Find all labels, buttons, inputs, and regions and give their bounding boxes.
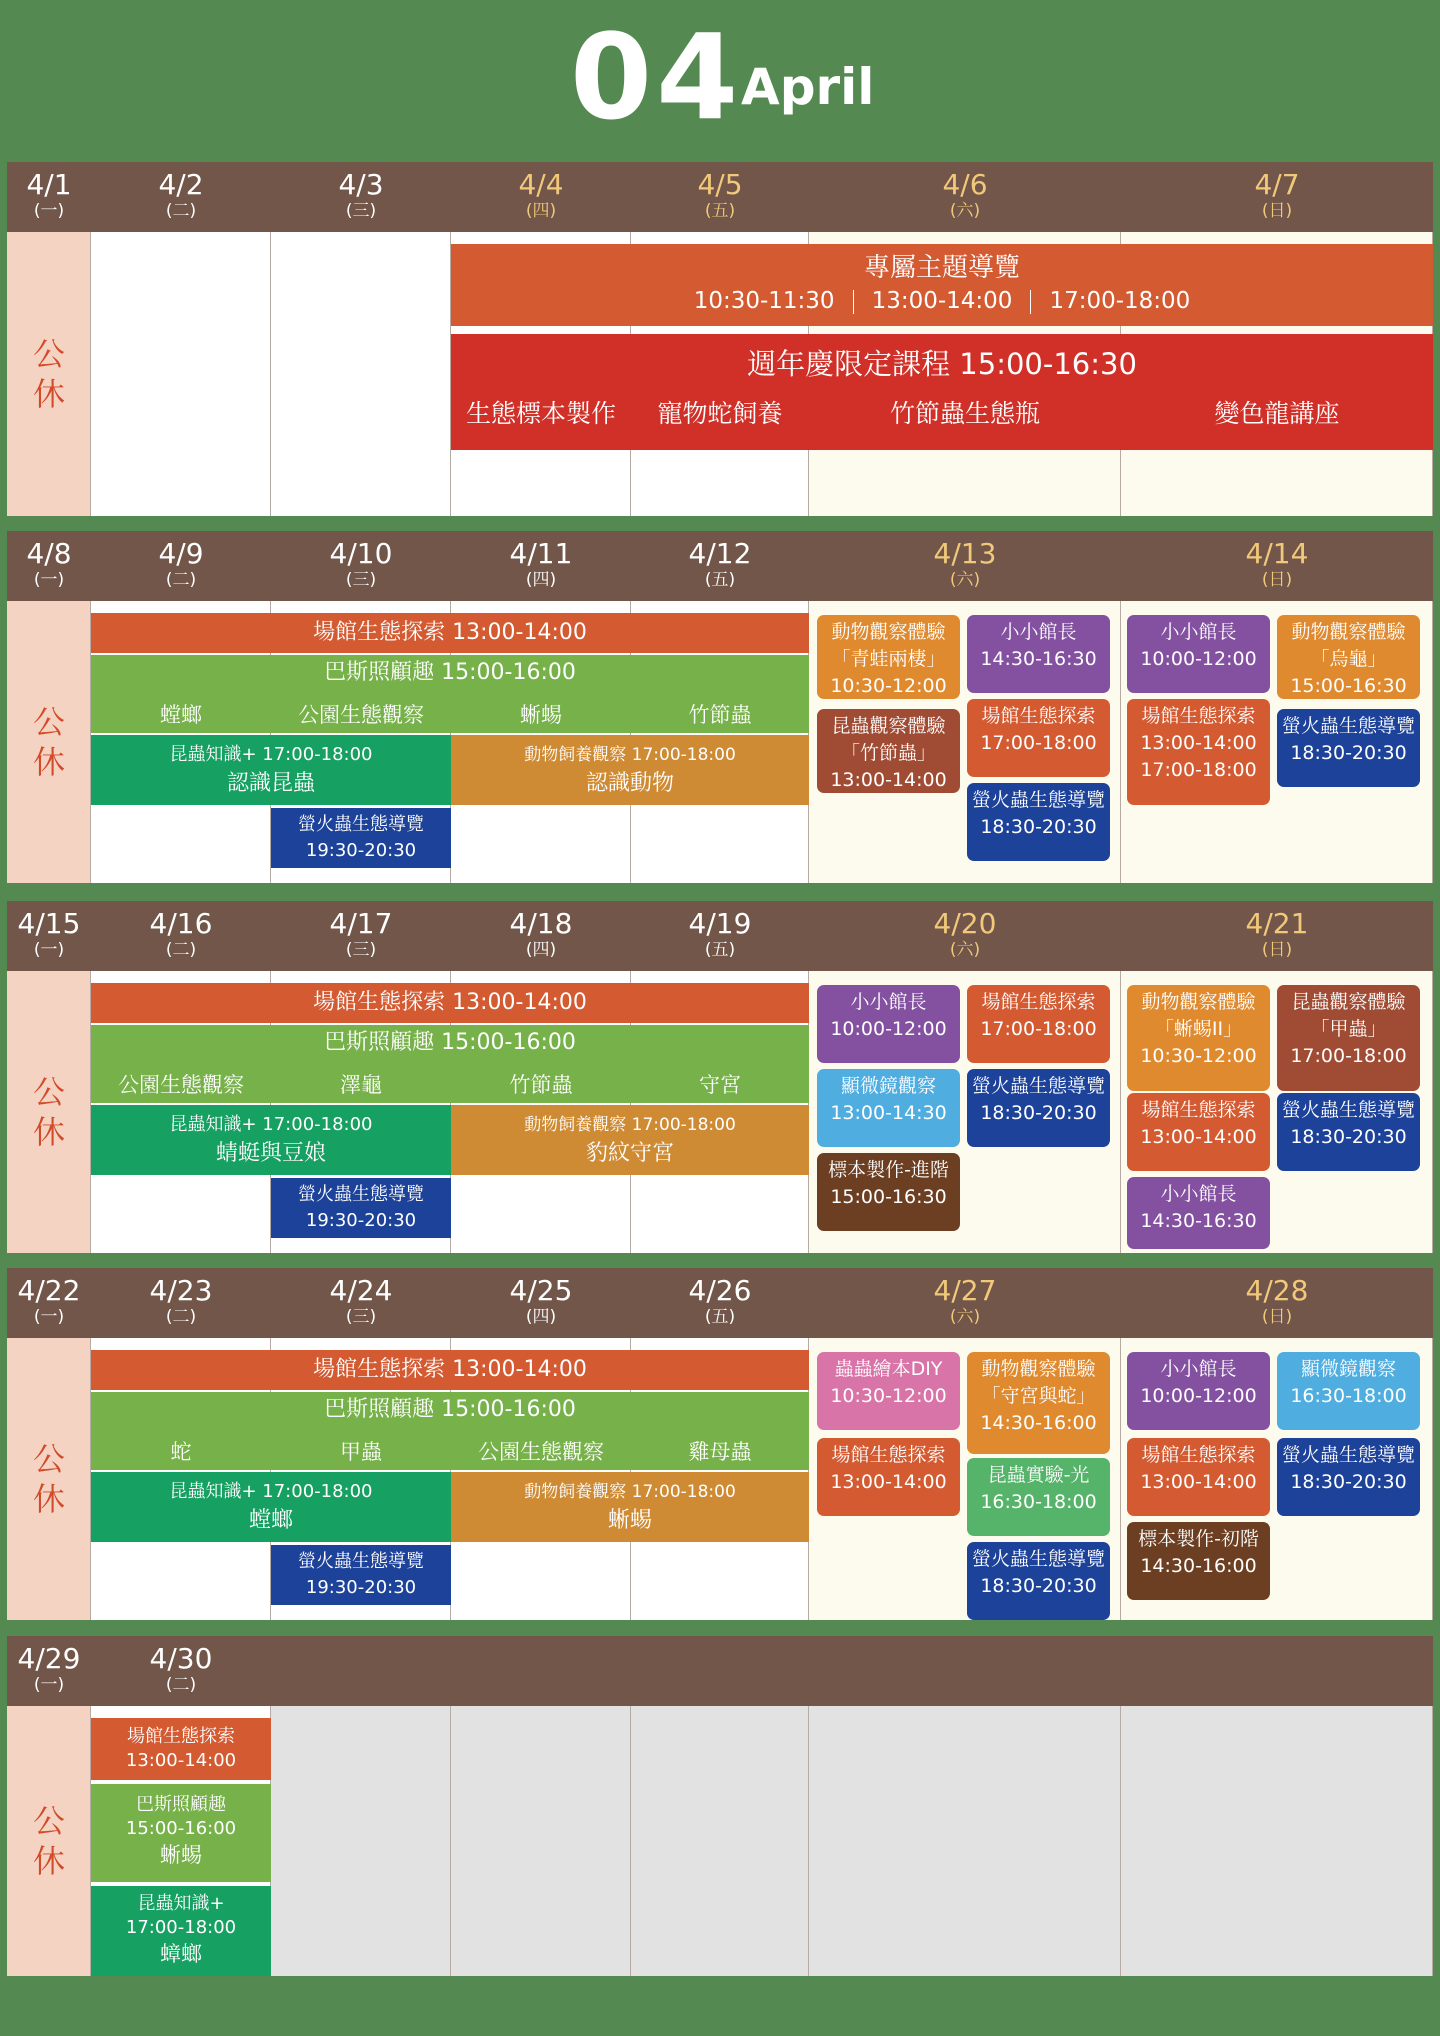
month-name: April bbox=[741, 58, 875, 116]
event-text: 「青蛙兩棲」 bbox=[831, 648, 946, 670]
day-header bbox=[91, 901, 271, 971]
explore-text: 場館生態探索 bbox=[127, 1726, 235, 1747]
bus-topic: 甲蟲 bbox=[340, 1440, 382, 1464]
insect-topic: 認識昆蟲 bbox=[226, 771, 315, 796]
day-date: 4/28 bbox=[1245, 1274, 1309, 1307]
event-card bbox=[1127, 1438, 1270, 1516]
month-number: 04 bbox=[570, 8, 743, 146]
event-card bbox=[1277, 709, 1420, 787]
day-weekday: (二) bbox=[165, 570, 197, 590]
week-4 bbox=[7, 1268, 1433, 1620]
day-header bbox=[809, 162, 1121, 232]
day-weekday: (日) bbox=[1261, 201, 1293, 221]
event-text: 標本製作-進階 bbox=[828, 1159, 949, 1181]
event-text: 15:00-16:30 bbox=[830, 1186, 947, 1208]
event-text: 10:30-12:00 bbox=[830, 675, 947, 697]
firefly-title: 螢火蟲生態導覽 bbox=[298, 1184, 424, 1205]
firefly-time: 19:30-20:30 bbox=[305, 840, 417, 861]
bus-topic: 竹節蟲 bbox=[509, 1073, 573, 1097]
animal-bar bbox=[451, 1472, 809, 1542]
tour-time: 10:30-11:30 bbox=[693, 288, 835, 314]
animal-topic: 認識動物 bbox=[585, 771, 674, 796]
day-header bbox=[271, 162, 451, 232]
insect-bar bbox=[91, 1105, 451, 1175]
event-text: 顯微鏡觀察 bbox=[840, 1075, 936, 1097]
day-date: 4/29 bbox=[17, 1642, 81, 1675]
event-text: 16:30-18:00 bbox=[1290, 1385, 1407, 1407]
day-date: 4/12 bbox=[688, 537, 752, 570]
event-text: 顯微鏡觀察 bbox=[1300, 1358, 1396, 1380]
event-text: 10:00-12:00 bbox=[830, 1018, 947, 1040]
bus-topic: 蜥蜴 bbox=[520, 703, 562, 727]
event-card bbox=[817, 1352, 960, 1430]
event-text: 16:30-18:00 bbox=[980, 1491, 1097, 1513]
bus-topic: 竹節蟲 bbox=[688, 703, 752, 727]
day-weekday: (二) bbox=[165, 940, 197, 960]
event-card bbox=[1277, 615, 1420, 699]
day-date: 4/24 bbox=[329, 1274, 393, 1307]
explore-text: 場館生態探索 13:00-14:00 bbox=[313, 990, 587, 1015]
event-text: 18:30-20:30 bbox=[980, 1575, 1097, 1597]
day-date: 4/15 bbox=[17, 907, 81, 940]
day-header bbox=[809, 901, 1121, 971]
day-weekday: (六) bbox=[949, 201, 981, 221]
insect-box bbox=[91, 1886, 271, 1976]
day-weekday: (六) bbox=[949, 570, 981, 590]
bus-topic: 蛇 bbox=[170, 1440, 192, 1464]
week-header bbox=[7, 162, 1433, 232]
event-text: 10:00-12:00 bbox=[1140, 1385, 1257, 1407]
day-header bbox=[631, 531, 809, 601]
day-header bbox=[7, 1636, 91, 1706]
event-card bbox=[967, 783, 1110, 861]
day-date: 4/9 bbox=[158, 537, 204, 570]
day-date: 4/23 bbox=[149, 1274, 213, 1307]
day-date: 4/5 bbox=[697, 168, 743, 201]
firefly-time: 19:30-20:30 bbox=[305, 1210, 417, 1231]
event-text: 13:00-14:30 bbox=[830, 1102, 947, 1124]
event-text: 場館生態探索 bbox=[981, 705, 1096, 727]
week-body bbox=[7, 1338, 1433, 1620]
day-weekday: (四) bbox=[525, 201, 557, 221]
week-body bbox=[7, 1706, 1433, 1976]
day-header bbox=[91, 531, 271, 601]
day-header bbox=[271, 901, 451, 971]
week-header bbox=[7, 1636, 1433, 1706]
day-header bbox=[7, 531, 91, 601]
day-weekday: (五) bbox=[704, 940, 736, 960]
event-text: 螢火蟲生態導覽 bbox=[1281, 1099, 1415, 1121]
event-card bbox=[1127, 1177, 1270, 1249]
event-text: 13:00-14:00 bbox=[830, 1471, 947, 1493]
closed-char: 休 bbox=[32, 743, 65, 781]
day-header bbox=[631, 162, 809, 232]
day-date: 4/4 bbox=[518, 168, 564, 201]
event-text: 昆蟲實驗-光 bbox=[987, 1464, 1090, 1486]
event-text: 小小館長 bbox=[1160, 1183, 1237, 1205]
event-text: 10:30-12:00 bbox=[1140, 1045, 1257, 1067]
bus-text: 巴斯照顧趣 15:00-16:00 bbox=[324, 1397, 576, 1422]
closed-label bbox=[7, 702, 91, 782]
event-text: 「守宮與蛇」 bbox=[981, 1385, 1096, 1407]
firefly-time: 19:30-20:30 bbox=[305, 1577, 417, 1598]
day-weekday: (六) bbox=[949, 1307, 981, 1327]
event-text: 14:30-16:30 bbox=[980, 648, 1097, 670]
animal-bar bbox=[451, 1105, 809, 1175]
tour-time: 17:00-18:00 bbox=[1049, 288, 1191, 314]
day-date: 4/1 bbox=[26, 168, 72, 201]
event-text: 18:30-20:30 bbox=[1290, 1126, 1407, 1148]
closed-char: 休 bbox=[32, 375, 65, 413]
day-weekday: (一) bbox=[33, 1307, 65, 1327]
firefly-title: 螢火蟲生態導覽 bbox=[298, 1551, 424, 1572]
closed-char: 公 bbox=[32, 1440, 65, 1478]
animal-topic: 蜥蜴 bbox=[607, 1508, 652, 1533]
event-text: 18:30-20:30 bbox=[1290, 1471, 1407, 1493]
bus-text: 巴斯照顧趣 15:00-16:00 bbox=[324, 660, 576, 685]
day-header bbox=[809, 531, 1121, 601]
day-date: 4/19 bbox=[688, 907, 752, 940]
week-body bbox=[7, 601, 1433, 883]
event-card bbox=[1127, 985, 1270, 1091]
firefly-title: 螢火蟲生態導覽 bbox=[298, 814, 424, 835]
day-date: 4/16 bbox=[149, 907, 213, 940]
bus-topic: 螳螂 bbox=[160, 703, 202, 727]
explore-text: 場館生態探索 13:00-14:00 bbox=[313, 1357, 587, 1382]
anniversary-course: 竹節蟲生態瓶 bbox=[889, 399, 1040, 428]
event-text: 螢火蟲生態導覽 bbox=[971, 789, 1105, 811]
day-weekday: (四) bbox=[525, 940, 557, 960]
event-card bbox=[1277, 1352, 1420, 1430]
insect-topic: 蜻蜓與豆娘 bbox=[215, 1141, 326, 1166]
week-2 bbox=[7, 531, 1433, 883]
event-text: 17:00-18:00 bbox=[1290, 1045, 1407, 1067]
day-weekday: (五) bbox=[704, 570, 736, 590]
week-3 bbox=[7, 901, 1433, 1253]
day-weekday: (二) bbox=[165, 201, 197, 221]
event-card bbox=[817, 985, 960, 1063]
explore-text: 13:00-14:00 bbox=[125, 1750, 237, 1771]
time-separator bbox=[853, 290, 854, 314]
day-weekday: (三) bbox=[345, 570, 377, 590]
day-date: 4/10 bbox=[329, 537, 393, 570]
day-header bbox=[451, 531, 631, 601]
day-date: 4/17 bbox=[329, 907, 393, 940]
event-text: 17:00-18:00 bbox=[980, 1018, 1097, 1040]
day-weekday: (一) bbox=[33, 201, 65, 221]
week-header bbox=[7, 901, 1433, 971]
tour-title: 專屬主題導覽 bbox=[863, 253, 1020, 283]
bus-text: 巴斯照顧趣 15:00-16:00 bbox=[324, 1030, 576, 1055]
event-text: 小小館長 bbox=[850, 991, 927, 1013]
event-text: 「甲蟲」 bbox=[1310, 1018, 1387, 1040]
closed-label bbox=[7, 1439, 91, 1519]
day-date: 4/30 bbox=[149, 1642, 213, 1675]
week-header bbox=[7, 1268, 1433, 1338]
event-text: 動物觀察體驗 bbox=[1291, 621, 1406, 643]
animal-title: 動物飼養觀察 17:00-18:00 bbox=[524, 745, 736, 765]
firefly-bar bbox=[271, 808, 451, 868]
bus-topic: 守宮 bbox=[699, 1073, 741, 1097]
closed-char: 公 bbox=[32, 1073, 65, 1111]
event-card bbox=[817, 1153, 960, 1231]
event-text: 場館生態探索 bbox=[1141, 1444, 1256, 1466]
day-weekday: (三) bbox=[345, 940, 377, 960]
day-header bbox=[271, 1268, 451, 1338]
event-card bbox=[1277, 985, 1420, 1091]
event-text: 場館生態探索 bbox=[981, 991, 1096, 1013]
event-text: 螢火蟲生態導覽 bbox=[1281, 1444, 1415, 1466]
day-weekday: (五) bbox=[704, 201, 736, 221]
day-header bbox=[451, 901, 631, 971]
day-weekday: (日) bbox=[1261, 570, 1293, 590]
insect-topic: 螳螂 bbox=[248, 1508, 293, 1533]
explore-text: 場館生態探索 13:00-14:00 bbox=[313, 620, 587, 645]
closed-char: 休 bbox=[32, 1480, 65, 1518]
event-text: 螢火蟲生態導覽 bbox=[971, 1075, 1105, 1097]
day-header bbox=[7, 901, 91, 971]
event-text: 13:00-14:00 bbox=[1140, 1126, 1257, 1148]
event-text: 18:30-20:30 bbox=[1290, 742, 1407, 764]
insect-title: 昆蟲知識+ 17:00-18:00 bbox=[169, 1114, 373, 1135]
event-card bbox=[967, 1069, 1110, 1147]
event-card bbox=[1127, 1093, 1270, 1171]
bus-topic: 澤龜 bbox=[340, 1073, 382, 1097]
event-text: 「蜥蜴II」 bbox=[1154, 1018, 1243, 1040]
day-cell bbox=[1121, 1706, 1433, 1976]
day-header bbox=[7, 162, 91, 232]
event-text: 14:30-16:00 bbox=[1140, 1555, 1257, 1577]
event-card bbox=[1127, 699, 1270, 805]
anniversary-title: 週年慶限定課程 15:00-16:30 bbox=[747, 347, 1137, 381]
event-text: 18:30-20:30 bbox=[980, 1102, 1097, 1124]
event-text: 小小館長 bbox=[1000, 621, 1077, 643]
day-weekday: (六) bbox=[949, 940, 981, 960]
day-header bbox=[451, 1268, 631, 1338]
bus-box bbox=[91, 1784, 271, 1882]
day-header bbox=[271, 531, 451, 601]
event-text: 14:30-16:30 bbox=[1140, 1210, 1257, 1232]
event-card bbox=[1277, 1438, 1420, 1516]
day-date: 4/7 bbox=[1254, 168, 1300, 201]
day-cell bbox=[451, 1706, 631, 1976]
event-card bbox=[817, 1438, 960, 1516]
day-header bbox=[1121, 901, 1433, 971]
week-header bbox=[7, 531, 1433, 601]
insect-bar bbox=[91, 735, 451, 805]
event-text: 10:00-12:00 bbox=[1140, 648, 1257, 670]
explore-bar bbox=[91, 613, 809, 653]
bus-text: 蜥蜴 bbox=[160, 1843, 202, 1867]
insect-title: 昆蟲知識+ 17:00-18:00 bbox=[169, 1481, 373, 1502]
day-cell bbox=[91, 232, 271, 516]
event-text: 13:00-14:00 bbox=[1140, 732, 1257, 754]
day-header bbox=[91, 1636, 271, 1706]
insect-bar bbox=[91, 1472, 451, 1542]
day-date: 4/3 bbox=[338, 168, 384, 201]
event-text: 小小館長 bbox=[1160, 621, 1237, 643]
event-text: 螢火蟲生態導覽 bbox=[1281, 715, 1415, 737]
event-text: 場館生態探索 bbox=[831, 1444, 946, 1466]
anniversary-course: 生態標本製作 bbox=[465, 399, 616, 428]
closed-char: 公 bbox=[32, 703, 65, 741]
explore-bar bbox=[91, 1350, 809, 1390]
bus-topic: 公園生態觀察 bbox=[298, 703, 424, 727]
closed-char: 休 bbox=[32, 1113, 65, 1151]
event-text: 動物觀察體驗 bbox=[831, 621, 946, 643]
day-date: 4/21 bbox=[1245, 907, 1309, 940]
tour-times bbox=[451, 286, 1433, 316]
event-text: 14:30-16:00 bbox=[980, 1412, 1097, 1434]
event-card bbox=[967, 1352, 1110, 1454]
event-text: 17:00-18:00 bbox=[1140, 759, 1257, 781]
event-text: 「烏龜」 bbox=[1310, 648, 1387, 670]
day-header bbox=[631, 901, 809, 971]
animal-title: 動物飼養觀察 17:00-18:00 bbox=[524, 1115, 736, 1135]
animal-bar bbox=[451, 735, 809, 805]
day-header bbox=[809, 1268, 1121, 1338]
day-weekday: (三) bbox=[345, 1307, 377, 1327]
event-text: 昆蟲觀察體驗 bbox=[1291, 991, 1406, 1013]
event-text: 18:30-20:30 bbox=[980, 816, 1097, 838]
event-text: 「竹節蟲」 bbox=[840, 742, 936, 764]
day-weekday: (五) bbox=[704, 1307, 736, 1327]
event-card bbox=[1127, 615, 1270, 693]
event-text: 17:00-18:00 bbox=[980, 732, 1097, 754]
day-date: 4/2 bbox=[158, 168, 204, 201]
day-date: 4/8 bbox=[26, 537, 72, 570]
bus-topic: 雞母蟲 bbox=[688, 1440, 752, 1464]
day-date: 4/22 bbox=[17, 1274, 81, 1307]
insect-title: 昆蟲知識+ 17:00-18:00 bbox=[169, 744, 373, 765]
firefly-bar bbox=[271, 1178, 451, 1238]
month-title bbox=[0, 0, 1440, 160]
event-text: 15:00-16:30 bbox=[1290, 675, 1407, 697]
closed-label bbox=[7, 334, 91, 414]
event-card bbox=[1127, 1352, 1270, 1430]
animal-title: 動物飼養觀察 17:00-18:00 bbox=[524, 1482, 736, 1502]
anniversary-course: 寵物蛇飼養 bbox=[657, 399, 783, 428]
firefly-bar bbox=[271, 1545, 451, 1605]
event-text: 場館生態探索 bbox=[1141, 1099, 1256, 1121]
event-card bbox=[1277, 1093, 1420, 1171]
bus-topic: 公園生態觀察 bbox=[118, 1073, 244, 1097]
day-header bbox=[1121, 162, 1433, 232]
anniversary-course: 變色龍講座 bbox=[1214, 399, 1340, 428]
event-card bbox=[1127, 1522, 1270, 1600]
day-header bbox=[7, 1268, 91, 1338]
event-card bbox=[967, 1458, 1110, 1536]
closed-char: 公 bbox=[32, 335, 65, 373]
event-card bbox=[817, 709, 960, 793]
event-text: 場館生態探索 bbox=[1141, 705, 1256, 727]
day-cell bbox=[271, 1706, 451, 1976]
day-weekday: (四) bbox=[525, 1307, 557, 1327]
insect-text: 蟑螂 bbox=[160, 1942, 202, 1966]
closed-label bbox=[7, 1801, 91, 1881]
event-text: 小小館長 bbox=[1160, 1358, 1237, 1380]
day-date: 4/25 bbox=[509, 1274, 573, 1307]
day-date: 4/20 bbox=[933, 907, 997, 940]
day-header bbox=[631, 1268, 809, 1338]
day-weekday: (一) bbox=[33, 1675, 65, 1695]
day-weekday: (一) bbox=[33, 940, 65, 960]
event-text: 動物觀察體驗 bbox=[981, 1358, 1096, 1380]
day-weekday: (二) bbox=[165, 1307, 197, 1327]
tour-time: 13:00-14:00 bbox=[871, 288, 1013, 314]
event-card bbox=[967, 699, 1110, 777]
animal-topic: 豹紋守宮 bbox=[585, 1141, 674, 1166]
closed-char: 休 bbox=[32, 1842, 65, 1880]
event-card bbox=[967, 1542, 1110, 1620]
day-date: 4/14 bbox=[1245, 537, 1309, 570]
day-weekday: (三) bbox=[345, 201, 377, 221]
event-text: 蟲蟲繪本DIY bbox=[834, 1358, 943, 1380]
insect-text: 昆蟲知識+ bbox=[137, 1893, 225, 1914]
event-text: 螢火蟲生態導覽 bbox=[971, 1548, 1105, 1570]
anniversary-bar bbox=[451, 334, 1433, 450]
day-weekday: (二) bbox=[165, 1675, 197, 1695]
day-header bbox=[1121, 1268, 1433, 1338]
bus-text: 15:00-16:00 bbox=[125, 1818, 237, 1839]
closed-char: 公 bbox=[32, 1802, 65, 1840]
event-text: 標本製作-初階 bbox=[1138, 1528, 1259, 1550]
day-weekday: (一) bbox=[33, 570, 65, 590]
day-weekday: (日) bbox=[1261, 1307, 1293, 1327]
day-cell bbox=[809, 1706, 1121, 1976]
day-date: 4/18 bbox=[509, 907, 573, 940]
event-card bbox=[967, 615, 1110, 693]
week-body bbox=[7, 971, 1433, 1253]
event-card bbox=[817, 615, 960, 699]
explore-bar bbox=[91, 983, 809, 1023]
event-card bbox=[967, 985, 1110, 1063]
day-date: 4/26 bbox=[688, 1274, 752, 1307]
explore-box bbox=[91, 1718, 271, 1780]
day-weekday: (日) bbox=[1261, 940, 1293, 960]
day-weekday: (四) bbox=[525, 570, 557, 590]
event-text: 10:30-12:00 bbox=[830, 1385, 947, 1407]
day-date: 4/11 bbox=[509, 537, 573, 570]
event-text: 13:00-14:00 bbox=[1140, 1471, 1257, 1493]
bus-topic: 公園生態觀察 bbox=[478, 1440, 604, 1464]
tour-bar bbox=[451, 244, 1433, 326]
day-header bbox=[91, 162, 271, 232]
event-text: 13:00-14:00 bbox=[830, 769, 947, 791]
event-text: 昆蟲觀察體驗 bbox=[831, 715, 946, 737]
day-header bbox=[1121, 531, 1433, 601]
day-date: 4/13 bbox=[933, 537, 997, 570]
day-cell bbox=[271, 232, 451, 516]
week-body bbox=[7, 232, 1433, 516]
insect-text: 17:00-18:00 bbox=[125, 1917, 237, 1938]
closed-label bbox=[7, 1072, 91, 1152]
day-cell bbox=[631, 1706, 809, 1976]
day-header bbox=[451, 162, 631, 232]
day-header bbox=[91, 1268, 271, 1338]
day-date: 4/6 bbox=[942, 168, 988, 201]
event-card bbox=[817, 1069, 960, 1147]
day-date: 4/27 bbox=[933, 1274, 997, 1307]
bus-text: 巴斯照顧趣 bbox=[136, 1794, 226, 1815]
time-separator bbox=[1030, 290, 1031, 314]
week-1 bbox=[7, 162, 1433, 516]
event-text: 動物觀察體驗 bbox=[1141, 991, 1256, 1013]
week-5 bbox=[7, 1636, 1433, 1976]
